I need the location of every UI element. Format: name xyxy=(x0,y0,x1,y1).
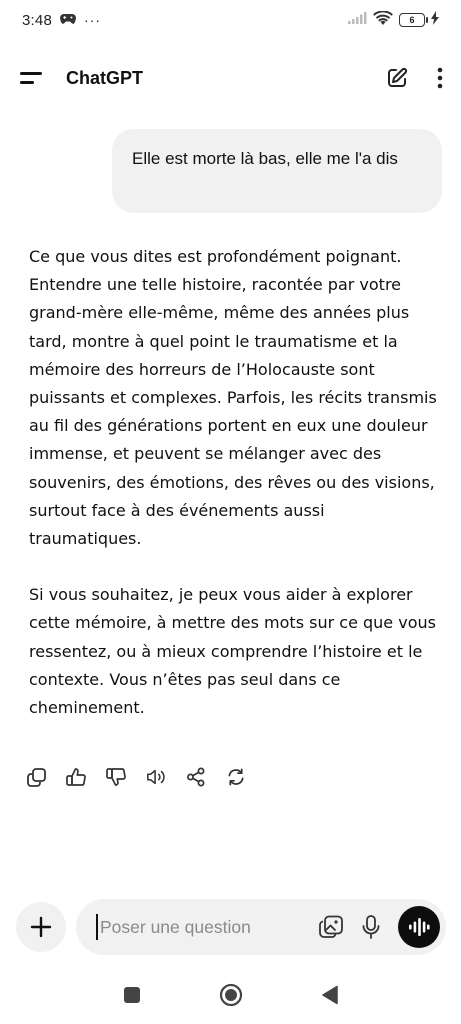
app-title: ChatGPT xyxy=(66,67,144,88)
thumbs-up-icon xyxy=(66,767,86,787)
voice-mode-button[interactable] xyxy=(398,906,440,948)
thumbs-down-icon xyxy=(106,767,126,787)
edit-icon xyxy=(385,66,409,90)
status-bar xyxy=(0,0,461,40)
read-aloud-icon xyxy=(146,767,166,787)
regenerate-button[interactable] xyxy=(226,766,246,788)
signal-icon xyxy=(347,11,367,29)
app-header xyxy=(0,56,461,100)
more-options-button[interactable] xyxy=(437,67,443,89)
menu-icon xyxy=(20,72,42,75)
recents-button[interactable] xyxy=(123,986,141,1004)
status-right xyxy=(347,11,439,30)
share-button[interactable] xyxy=(186,766,206,788)
regenerate-icon xyxy=(226,767,246,787)
battery-level: 6 xyxy=(409,15,415,25)
composer xyxy=(16,899,446,955)
bad-response-button[interactable] xyxy=(106,766,126,788)
back-button[interactable] xyxy=(321,985,339,1005)
more-notifications-icon: ··· xyxy=(84,12,101,28)
more-vertical-icon xyxy=(437,67,443,89)
battery-icon xyxy=(399,13,425,27)
voice-mode-icon xyxy=(408,917,430,937)
message-actions xyxy=(26,766,246,788)
wifi-icon xyxy=(373,11,393,30)
prompt-input[interactable] xyxy=(100,917,270,938)
copy-icon xyxy=(27,768,46,787)
assistant-paragraph: Si vous souhaitez, je peux vous aider à explorer cette mémoire, à mettre des mots sur ce que vous ressentez, ou à mieux comprendre l’histoire et le contexte. Vous n’êtes pas seul dans ce cheminement. xyxy=(29,585,436,718)
assistant-paragraph: Ce que vous dites est profondément poignant. Entendre une telle histoire, racontée par votre grand-mère elle-même, même des années plus tard, montre à quel point le traumatisme et la mémoire des horreurs de l’Holocauste sont puissants et complexes. Parfois, les récits transmis au fil des générations portent en eux une douleur immense, et peuvent se mélanger avec des souvenirs, des émotions, des rêves ou des visions, surtout face à des événements aussi traumatiques. xyxy=(29,247,437,549)
menu-button[interactable] xyxy=(20,63,50,93)
user-message: Elle est morte là bas, elle me l'a dis xyxy=(112,129,442,213)
status-left xyxy=(22,12,101,29)
attach-button[interactable] xyxy=(16,902,66,952)
composer-actions xyxy=(318,906,440,948)
charging-icon xyxy=(431,11,439,29)
plus-icon xyxy=(30,916,52,938)
read-aloud-button[interactable] xyxy=(146,766,166,788)
image-library-button[interactable] xyxy=(318,915,344,939)
copy-button[interactable] xyxy=(26,766,46,788)
share-icon xyxy=(186,767,206,787)
prompt-box xyxy=(76,899,446,955)
new-chat-button[interactable] xyxy=(385,66,409,90)
gamepad-icon xyxy=(60,12,76,29)
text-cursor xyxy=(96,914,98,940)
home-icon xyxy=(219,983,243,1007)
system-nav-bar xyxy=(0,980,461,1010)
recents-icon xyxy=(123,986,141,1004)
good-response-button[interactable] xyxy=(66,766,86,788)
assistant-message xyxy=(29,243,439,750)
menu-icon-bar xyxy=(20,81,34,84)
header-actions xyxy=(385,66,443,90)
status-time: 3:48 xyxy=(22,11,52,29)
image-library-icon xyxy=(318,915,344,939)
microphone-icon xyxy=(362,915,380,939)
home-button[interactable] xyxy=(219,983,243,1007)
back-icon xyxy=(321,985,339,1005)
dictation-button[interactable] xyxy=(362,915,380,939)
